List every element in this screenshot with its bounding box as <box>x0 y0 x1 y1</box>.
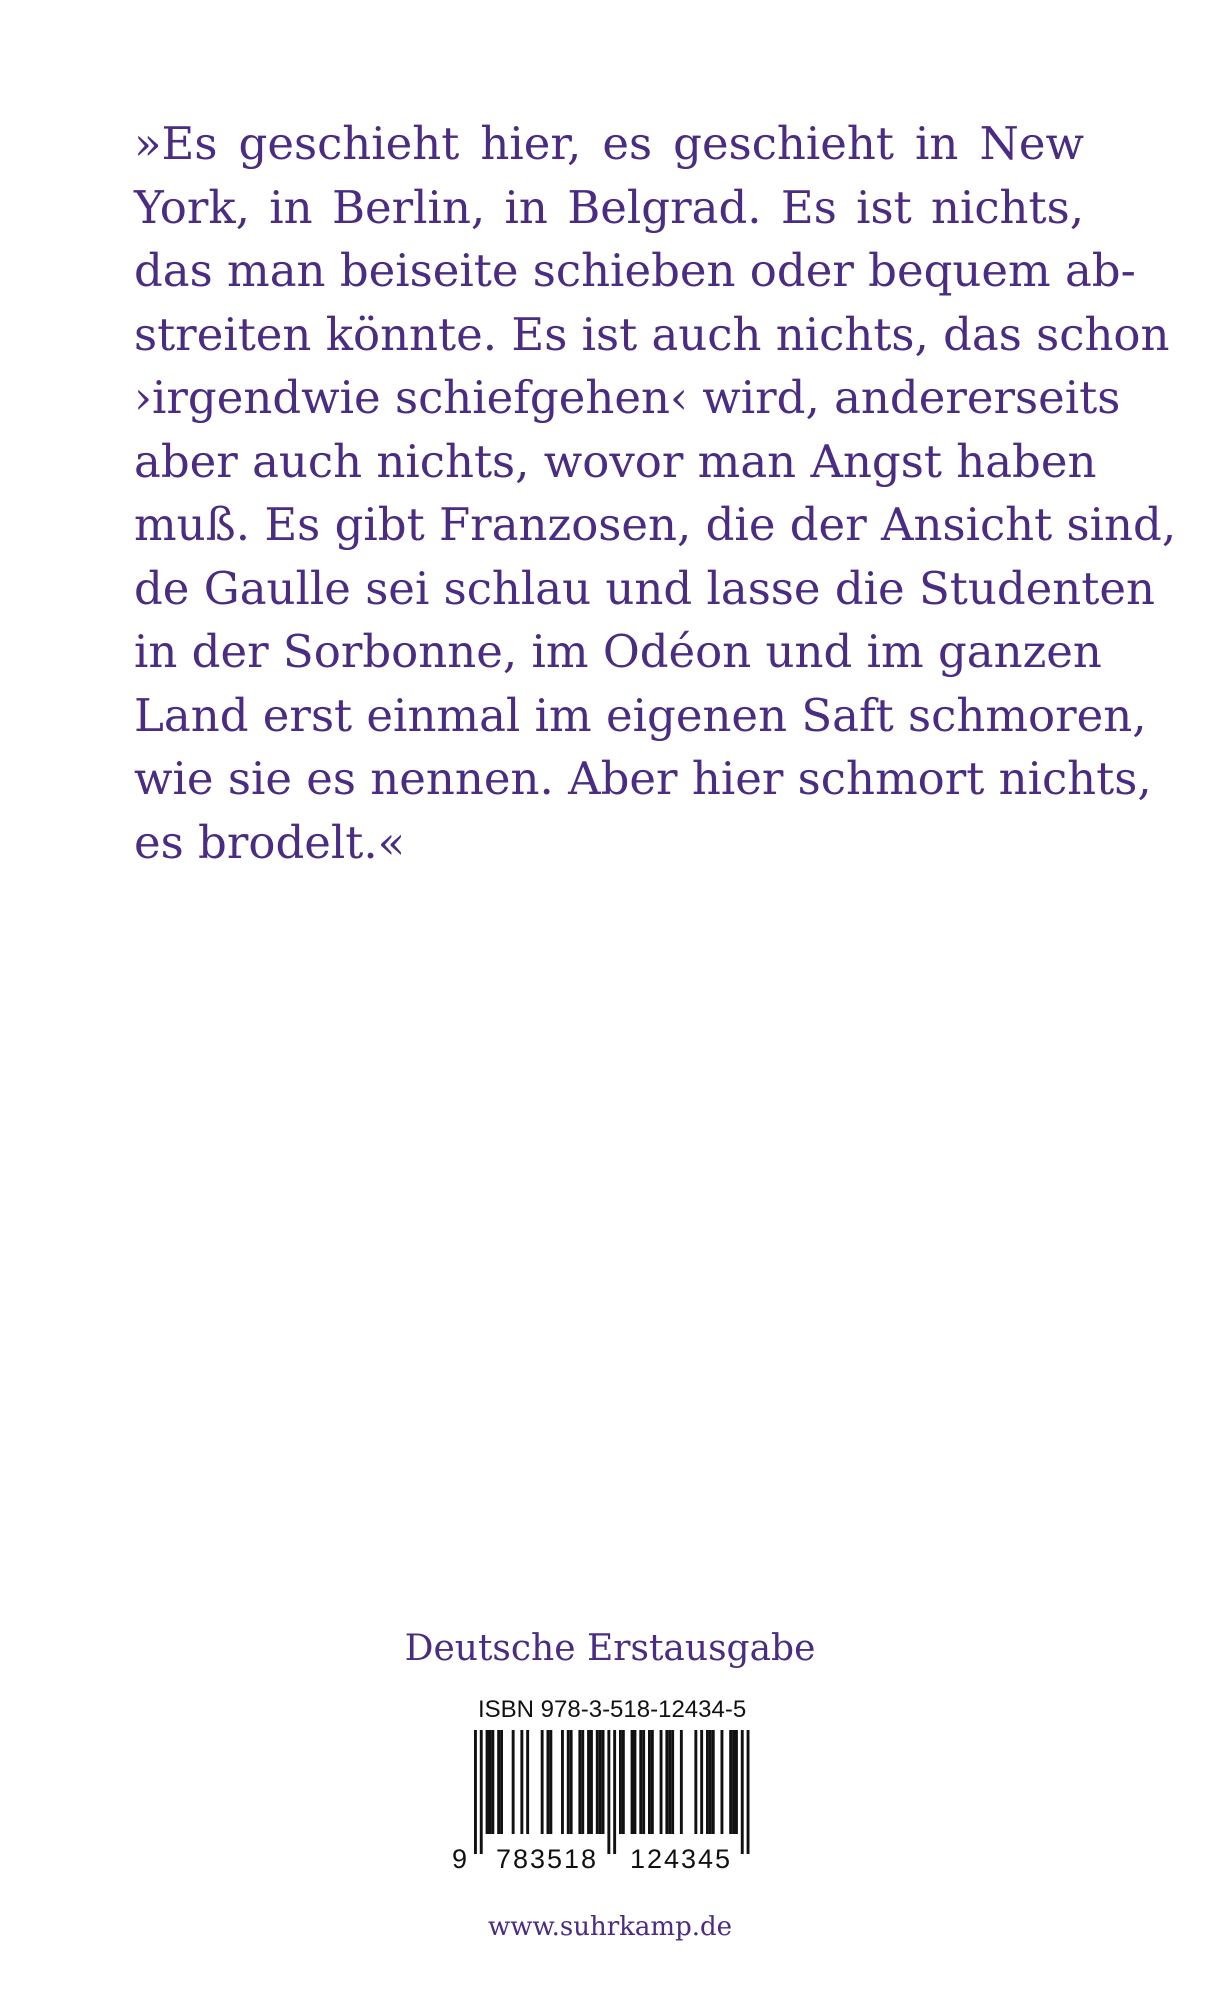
barcode-bar <box>587 1730 590 1834</box>
barcode-bar <box>561 1730 564 1834</box>
barcode-bar <box>694 1730 697 1834</box>
quote-line: streiten könnte. Es ist auch nichts, das schon <box>134 307 1170 361</box>
barcode-bar <box>634 1730 637 1834</box>
quote-line: muß. Es gibt Franzosen, die der Ansicht sind, <box>134 498 1177 551</box>
barcode-bar <box>741 1730 744 1854</box>
barcode-bar <box>491 1730 494 1834</box>
barcode-bar <box>526 1730 529 1834</box>
publisher-website: www.suhrkamp.de <box>487 1912 733 1942</box>
isbn-label: ISBN 978-3-518-12434-5 <box>478 1696 747 1723</box>
barcode-bar <box>622 1730 625 1834</box>
ean-first-digit: 9 <box>452 1844 468 1874</box>
barcode-bar <box>578 1730 581 1834</box>
barcode-bar <box>489 1730 492 1834</box>
barcode-bar <box>639 1730 642 1834</box>
quote-line: »Es geschieht hier, es geschieht in New <box>134 117 1084 170</box>
barcode-bar <box>631 1730 634 1834</box>
barcode-bar <box>651 1730 654 1834</box>
barcode-bar <box>599 1730 602 1834</box>
quote-line: das man beiseite schieben oder bequem ab- <box>134 244 1136 297</box>
barcode-bar <box>512 1730 515 1834</box>
barcode-bar <box>596 1730 599 1834</box>
barcode-bar <box>541 1730 544 1834</box>
barcode-bar <box>729 1730 732 1834</box>
quote-line: de Gaulle sei schlau und lasse die Studenten <box>134 561 1155 615</box>
ean-right-digits: 124345 <box>629 1844 733 1874</box>
barcode-bar <box>709 1730 712 1834</box>
barcode-bar <box>602 1730 605 1834</box>
barcode-bar <box>665 1730 668 1834</box>
quote-line: wie sie es nennen. Aber hier schmort nichts, <box>134 752 1152 805</box>
barcode-bar <box>706 1730 709 1834</box>
barcode-bar <box>732 1730 735 1834</box>
barcode-bar <box>735 1730 738 1834</box>
barcode-bar <box>648 1730 651 1834</box>
quote-line: York, in Berlin, in Belgrad. Es ist nichts, <box>134 180 1084 234</box>
quote-line: in der Sorbonne, im Odéon und im ganzen <box>134 625 1102 678</box>
barcode-bar <box>581 1730 584 1834</box>
barcode-bar <box>642 1730 645 1834</box>
isbn-barcode <box>452 1696 758 1886</box>
barcode-bar <box>497 1730 500 1834</box>
barcode-bar <box>619 1730 622 1834</box>
barcode-bar <box>607 1730 610 1854</box>
barcode-bar <box>700 1730 703 1834</box>
barcode-bar <box>570 1730 573 1834</box>
barcode-bar <box>486 1730 489 1834</box>
blurb-quote <box>134 112 1177 874</box>
quote-line: ›irgendwie schiefgehen‹ wird, andererseits <box>134 371 1121 424</box>
quote-line: aber auch nichts, wovor man Angst haben <box>134 434 1097 488</box>
barcode-bar <box>547 1730 550 1834</box>
barcode-bar <box>747 1730 750 1854</box>
ean-left-digits: 783518 <box>495 1844 599 1874</box>
barcode-bars <box>452 1730 758 1858</box>
barcode-bar <box>549 1730 552 1834</box>
barcode-bar <box>567 1730 570 1834</box>
quote-line: Land erst einmal im eigenen Saft schmoren, <box>134 688 1147 742</box>
barcode-bar <box>712 1730 715 1834</box>
barcode-bar <box>660 1730 663 1834</box>
barcode-bar <box>671 1730 674 1834</box>
barcode-bar <box>480 1730 483 1854</box>
barcode-bar <box>500 1730 503 1834</box>
quote-line: es brodelt.« <box>134 815 406 869</box>
barcode-bar <box>520 1730 523 1834</box>
barcode-bar <box>590 1730 593 1834</box>
barcode-bar <box>474 1730 477 1854</box>
barcode-bar <box>680 1730 683 1834</box>
barcode-bar <box>668 1730 671 1834</box>
edition-label: Deutsche Erstausgabe <box>404 1628 816 1669</box>
barcode-bar <box>721 1730 724 1834</box>
barcode-bar <box>613 1730 616 1854</box>
